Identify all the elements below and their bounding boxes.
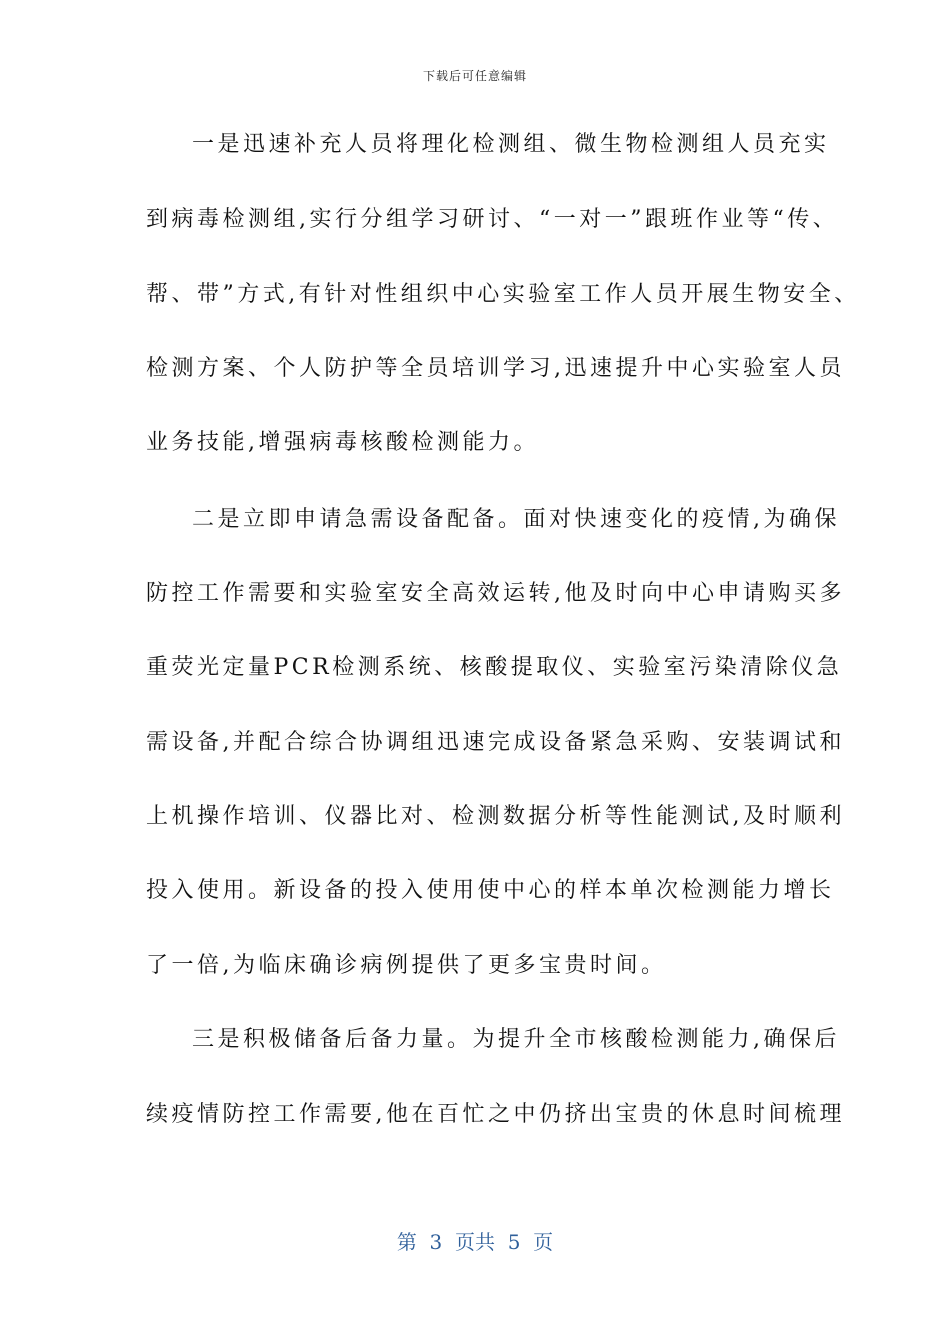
paragraph-1-line-5: 业务技能,增强病毒核酸检测能力。: [146, 430, 539, 455]
paragraph-1-line-2: 到病毒检测组,实行分组学习研讨、“一对一”跟班作业等“传、: [146, 207, 839, 232]
page-header-note: 下载后可任意编辑: [422, 69, 527, 83]
paragraph-2-line-6: 投入使用。新设备的投入使用使中心的样本单次检测能力增长: [146, 878, 835, 903]
paragraph-2-line-2: 防控工作需要和实验室安全高效运转,他及时向中心申请购买多: [146, 581, 845, 606]
page-number-footer: 第 3 页共 5 页: [396, 1230, 554, 1254]
paragraph-2-line-7: 了一倍,为临床确诊病例提供了更多宝贵时间。: [146, 953, 667, 978]
paragraph-1-line-4: 检测方案、个人防护等全员培训学习,迅速提升中心实验室人员: [146, 356, 845, 381]
paragraph-2-line-3: 重荧光定量PCR检测系统、核酸提取仪、实验室污染清除仪急: [146, 655, 843, 680]
paragraph-1-line-1: 一是迅速补充人员将理化检测组、微生物检测组人员充实: [192, 132, 830, 157]
paragraph-2-line-4: 需设备,并配合综合协调组迅速完成设备紧急采购、安装调试和: [146, 730, 845, 755]
paragraph-2-line-1: 二是立即申请急需设备配备。面对快速变化的疫情,为确保: [192, 507, 840, 532]
paragraph-2-line-5: 上机操作培训、仪器比对、检测数据分析等性能测试,及时顺利: [146, 804, 845, 829]
paragraph-3-line-1: 三是积极储备后备力量。为提升全市核酸检测能力,确保后: [192, 1027, 840, 1052]
paragraph-1-line-3: 帮、带”方式,有针对性组织中心实验室工作人员开展生物安全、: [146, 282, 860, 307]
paragraph-3-line-2: 续疫情防控工作需要,他在百忙之中仍挤出宝贵的休息时间梳理: [146, 1102, 845, 1127]
